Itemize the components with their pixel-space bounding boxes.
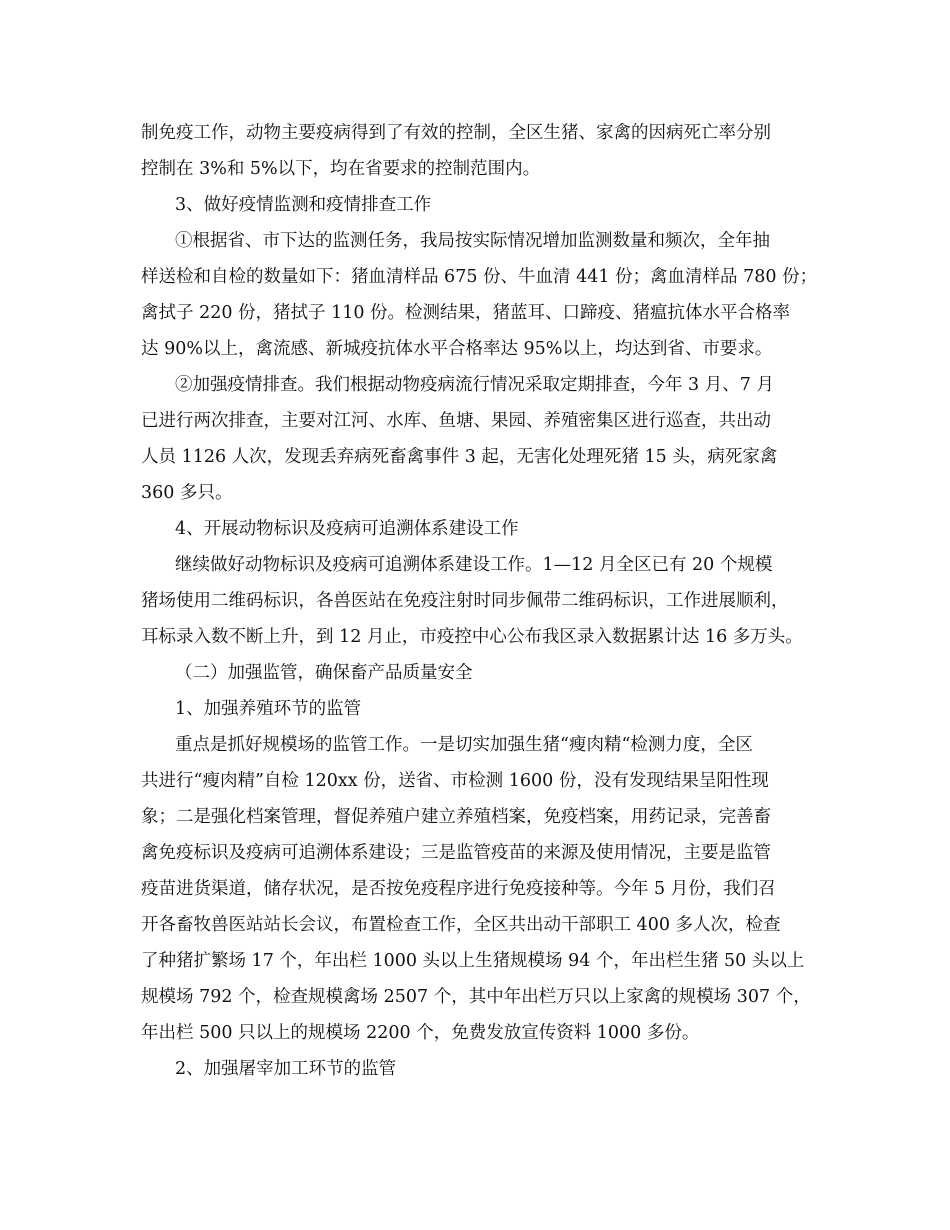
paragraph-line: 象；二是强化档案管理，督促养殖户建立养殖档案，免疫档案，用药记录，完善畜 bbox=[141, 807, 771, 827]
paragraph-line: 猪场使用二维码标识，各兽医站在免疫注射时同步佩带二维码标识，工作进展顺利， bbox=[141, 591, 789, 611]
paragraph-line: 已进行两次排查，主要对江河、水库、鱼塘、果园、养殖密集区进行巡查，共出动 bbox=[141, 411, 771, 431]
paragraph-line: 年出栏 500 只以上的规模场 2200 个，免费发放宣传资料 1000 多份。 bbox=[141, 1023, 700, 1043]
section-heading: 4、开展动物标识及疫病可追溯体系建设工作 bbox=[175, 519, 519, 539]
paragraph-line: 了种猪扩繁场 17 个，年出栏 1000 头以上生猪规模场 94 个，年出栏生猪 50 头以上 bbox=[141, 951, 805, 971]
section-heading: （二）加强监管，确保畜产品质量安全 bbox=[175, 663, 473, 683]
paragraph-line: 禽免疫标识及疫病可追溯体系建设；三是监管疫苗的来源及使用情况，主要是监管 bbox=[141, 843, 771, 863]
paragraph-line: 禽拭子 220 份，猪拭子 110 份。检测结果，猪蓝耳、口蹄疫、猪瘟抗体水平合格率 bbox=[141, 303, 791, 323]
paragraph-line: 重点是抓好规模场的监管工作。一是切实加强生猪“瘦肉精“检测力度，全区 bbox=[175, 735, 753, 755]
paragraph-line: 耳标录入数不断上升，到 12 月止，市疫控中心公布我区录入数据累计达 16 多万头。 bbox=[141, 627, 803, 647]
paragraph-line: 开各畜牧兽医站站长会议，布置检查工作，全区共出动干部职工 400 多人次，检查 bbox=[141, 915, 781, 935]
paragraph-line: 疫苗进货渠道，储存状况，是否按免疫程序进行免疫接种等。今年 5 月份，我们召 bbox=[141, 879, 776, 899]
paragraph-line: 共进行“瘦肉精”自检 120xx 份，送省、市检测 1600 份，没有发现结果呈阳性现 bbox=[141, 771, 769, 791]
paragraph-line: 制免疫工作，动物主要疫病得到了有效的控制，全区生猪、家禽的因病死亡率分别 bbox=[141, 123, 771, 143]
paragraph-line: 360 多只。 bbox=[141, 483, 233, 503]
paragraph-line: ②加强疫情排查。我们根据动物疫病流行情况采取定期排查，今年 3 月、7 月 bbox=[175, 375, 774, 395]
paragraph-line: ①根据省、市下达的监测任务，我局按实际情况增加监测数量和频次，全年抽 bbox=[175, 231, 770, 251]
paragraph-line: 达 90%以上，禽流感、新城疫抗体水平合格率达 95%以上，均达到省、市要求。 bbox=[141, 339, 773, 359]
section-heading: 2、加强屠宰加工环节的监管 bbox=[175, 1059, 397, 1079]
section-heading: 3、做好疫情监测和疫情排查工作 bbox=[175, 195, 432, 215]
paragraph-line: 继续做好动物标识及疫病可追溯体系建设工作。1—12 月全区已有 20 个规模 bbox=[175, 555, 773, 575]
paragraph-line: 样送检和自检的数量如下：猪血清样品 675 份、牛血清 441 份；禽血清样品 780 份； bbox=[141, 267, 818, 287]
paragraph-line: 控制在 3%和 5%以下，均在省要求的控制范围内。 bbox=[141, 159, 541, 179]
paragraph-line: 人员 1126 人次，发现丢弃病死畜禽事件 3 起，无害化处理死猪 15 头，病死家禽 bbox=[141, 447, 778, 467]
section-heading: 1、加强养殖环节的监管 bbox=[175, 699, 362, 719]
paragraph-line: 规模场 792 个，检查规模禽场 2507 个，其中年出栏万只以上家禽的规模场 307 个， bbox=[141, 987, 811, 1007]
